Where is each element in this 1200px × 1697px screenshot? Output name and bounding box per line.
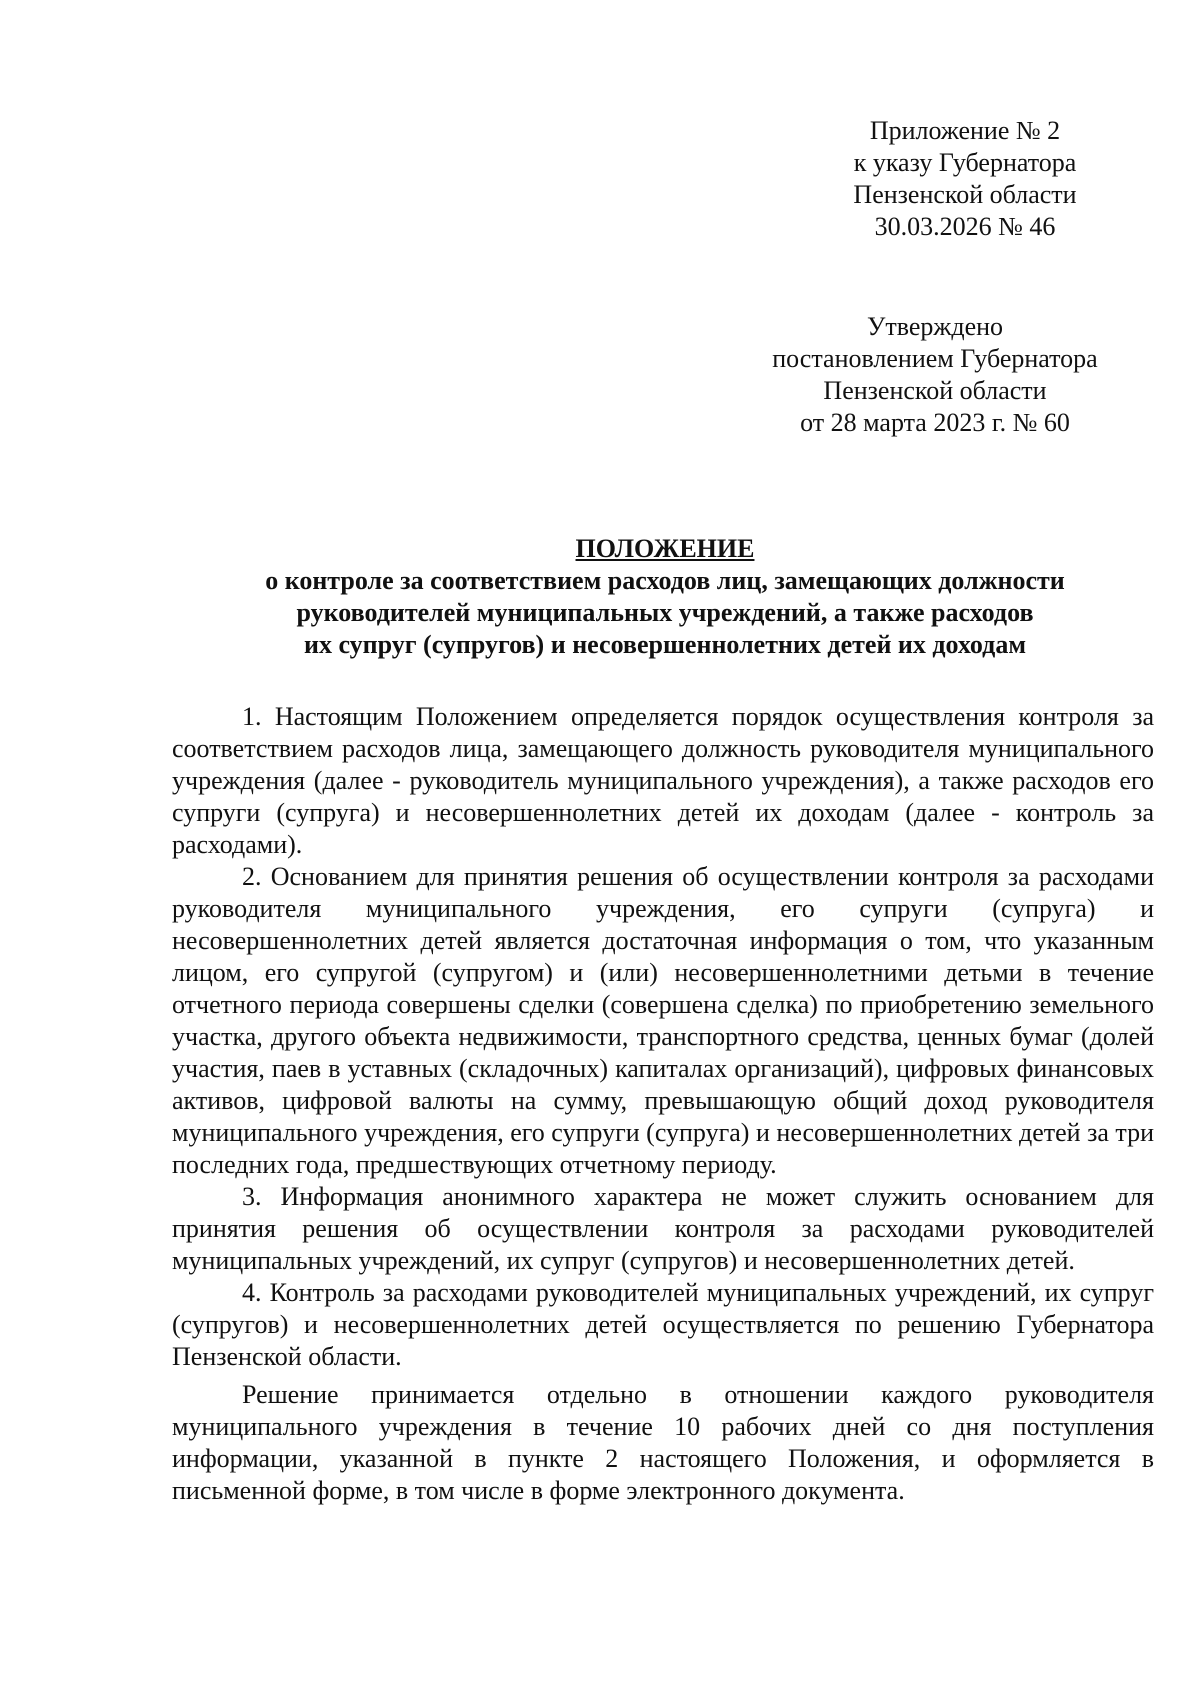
document-body <box>172 701 1154 1507</box>
approval-line: Утверждено <box>866 312 1004 341</box>
paragraph-4: 4. Контроль за расходами руководителей муниципальных учреждений, их супруг (супругов) и несовершеннолетних детей осуществляется по решению Губернатора Пензенской области. <box>172 1278 1154 1371</box>
approval-block <box>760 311 1110 439</box>
paragraph-3: 3. Информация анонимного характера не может служить основанием для принятия решения об осуществлении контроля за расходами руководителей муниципальных учреждений, их супруг (супругов) и несовершеннолетних детей. <box>172 1182 1154 1275</box>
document-title: ПОЛОЖЕНИЕ <box>575 534 755 563</box>
appendix-line: к указу Губернатора <box>853 148 1077 177</box>
appendix-line: Пензенской области <box>853 180 1077 209</box>
document-subtitle-line: о контроле за соответствием расходов лиц, замещающих должности <box>265 566 1065 595</box>
appendix-date-number: 30.03.2026 № 46 <box>874 212 1056 241</box>
document-subtitle-line: их супруг (супругов) и несовершеннолетних детей их доходам <box>303 630 1027 659</box>
document-subtitle-line: руководителей муниципальных учреждений, а также расходов <box>296 598 1034 627</box>
appendix-block <box>820 115 1110 243</box>
paragraph-2: 2. Основанием для принятия решения об осуществлении контроля за расходами руководителя муниципального учреждения, его супруги (супруга) и несовершеннолетних детей является достаточная информация о том, что указанным лицом, его супругой (супругом) и (или) несовершеннолетними детьми в течение отчетного периода совершены сделки (совершена сделка) по приобретению земельного участка, другого объекта недвижимости, транспортного средства, ценных бумаг (долей участия, паев в уставных (складочных) капиталах организаций), цифровых финансовых активов, цифровой валюты на сумму, превышающую общий доход руководителя муниципального учреждения, его супруги (супруга) и несовершеннолетних детей за три последних года, предшествующих отчетному периоду. <box>172 862 1154 1179</box>
paragraph-1: 1. Настоящим Положением определяется порядок осуществления контроля за соответствием расходов лица, замещающего должность руководителя муниципального учреждения (далее - руководитель муниципального учреждения), а также расходов его супруги (супруга) и несовершеннолетних детей их доходам (далее - контроль за расходами). <box>172 702 1154 859</box>
appendix-line: Приложение № 2 <box>869 116 1061 145</box>
approval-date-number: от 28 марта 2023 г. № 60 <box>800 408 1070 437</box>
approval-line: Пензенской области <box>823 376 1047 405</box>
approval-line: постановлением Губернатора <box>772 344 1098 373</box>
paragraph-4-continuation: Решение принимается отдельно в отношении каждого руководителя муниципального учреждения в течение 10 рабочих дней со дня поступления информации, указанной в пункте 2 настоящего Положения, и оформляется в письменной форме, в том числе в форме электронного документа. <box>172 1380 1154 1505</box>
document-title-block <box>160 533 1170 661</box>
